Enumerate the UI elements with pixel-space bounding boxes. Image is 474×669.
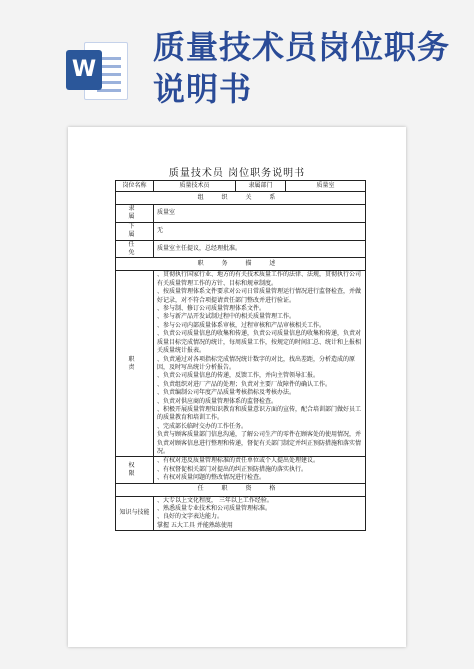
document-page <box>68 127 406 647</box>
duty-item: 、参与公司内部质量体系审核，过程审核和产品审核相关工作。 <box>157 321 326 329</box>
quals-list <box>154 496 366 531</box>
position-value: 质量技术员 <box>154 181 236 192</box>
quals-section-row <box>116 483 366 496</box>
org-row <box>116 240 366 258</box>
department-label: 隶属部门 <box>236 181 286 192</box>
duty-item: 、负责编制公司年度产品质量考核指标及考核办法。 <box>157 389 296 397</box>
qual-item: 、良好的文字表达能力。 <box>157 513 224 521</box>
duty-item: 、负责对供应商的质量管理体系的监督检查。 <box>157 397 278 405</box>
quals-label: 知识与技能 <box>116 496 154 531</box>
qual-item: 掌握 五大工具 并能熟练使用 <box>157 521 233 529</box>
duty-item: 、按质量管理体系文件要求对公司日常质量管理运行情况进行监督检查，并做好记录，对不符合项提请责任部门整改并进行验证。 <box>157 288 362 304</box>
quals-section-header: 任 职 资 格 <box>116 483 366 496</box>
rights-list <box>154 457 366 483</box>
superior-value: 质量室 <box>154 205 366 223</box>
position-label: 岗位名称 <box>116 181 154 192</box>
qual-item: 、大专以上文化程度， 三年以上工作经验。 <box>157 496 273 504</box>
duties-section-row <box>116 258 366 271</box>
duty-item: 、参与新产品开发试制过程中的相关质量管理工作。 <box>157 313 296 321</box>
appointment-value: 质量室主任提议，总经理批准。 <box>154 240 366 258</box>
duty-item: 、完成部长临时交办的工作任务。 <box>157 422 248 430</box>
duties-list <box>154 271 366 457</box>
right-item: 、有权对质量问题的整改情况进行检查。 <box>157 474 266 482</box>
job-description-table <box>115 180 366 531</box>
appointment-label: 任 免 <box>116 240 154 258</box>
word-document-icon <box>66 40 128 100</box>
duties-row <box>116 271 366 457</box>
org-row <box>116 222 366 240</box>
subordinate-value: 无 <box>154 222 366 240</box>
duty-item: 、负责组织对进厂产品的处理；负责对主要厂故障件的确认工作。 <box>157 380 332 388</box>
rights-label: 权 限 <box>116 457 154 483</box>
duties-section-header: 职 务 描 述 <box>116 258 366 271</box>
org-section-header: 组 织 关 系 <box>116 192 366 205</box>
info-row <box>116 181 366 192</box>
subordinate-label: 下 属 <box>116 222 154 240</box>
right-item: 、有权对违反质量管理标准的责任单位或个人提出处理建议。 <box>157 457 320 465</box>
duties-label: 职 责 <box>116 271 154 457</box>
document-banner <box>0 0 474 118</box>
org-row <box>116 205 366 223</box>
duty-item: 、参与制、修订公司质量管理体系文件。 <box>157 305 266 313</box>
quals-row <box>116 496 366 531</box>
duty-item: 、负责通过对各项指标完成情况统计数字的对比，找出差距，分析造成的原因，及时写出统计分析报告。 <box>157 355 356 371</box>
qual-item: 、熟悉质量专业技术和公司质量管理标准。 <box>157 505 272 512</box>
word-badge: W <box>66 50 102 90</box>
duty-item: 、负责公司质量信息的传递，反馈工作，并向主管领导汇报。 <box>157 372 320 380</box>
department-value: 质量室 <box>286 181 366 192</box>
duty-item: 、负责公司质量信息的收集和传递，负责公司质量信息的收集和传递，负责对质量目标完成情况的统计，每周质量工作，按规定的时间汇总、统计和上报相关质量统计报表。 <box>157 330 362 355</box>
right-item: 、有权督促相关部门对提出的纠正预防措施的落实执行。 <box>157 465 308 473</box>
banner-title: 质量技术员岗位职务说明书 <box>153 28 451 108</box>
superior-label: 隶 属 <box>116 205 154 223</box>
org-section-row <box>116 192 366 205</box>
duty-item: 、积极开展质量管理知识教育和质量意识方面的宣传，配合培训部门做好员工的质量教育和培训工作。 <box>157 405 362 422</box>
duty-item: 负责与顾客质量部门信息沟通，了解公司生产的零件在顾客处的使用情况，并负责对顾客信息进行整理和传递，督促有关部门制定并纠正预防措施和落实情况。 <box>157 431 362 455</box>
rights-row <box>116 457 366 483</box>
duty-item: 、贯彻执行国家行业、地方的有关技术质量工作的法律、法规，贯彻执行公司有关质量管理工作的方针、目标和规章制度。 <box>157 271 362 287</box>
page-title: 质量技术员 岗位职务说明书 <box>168 168 306 179</box>
